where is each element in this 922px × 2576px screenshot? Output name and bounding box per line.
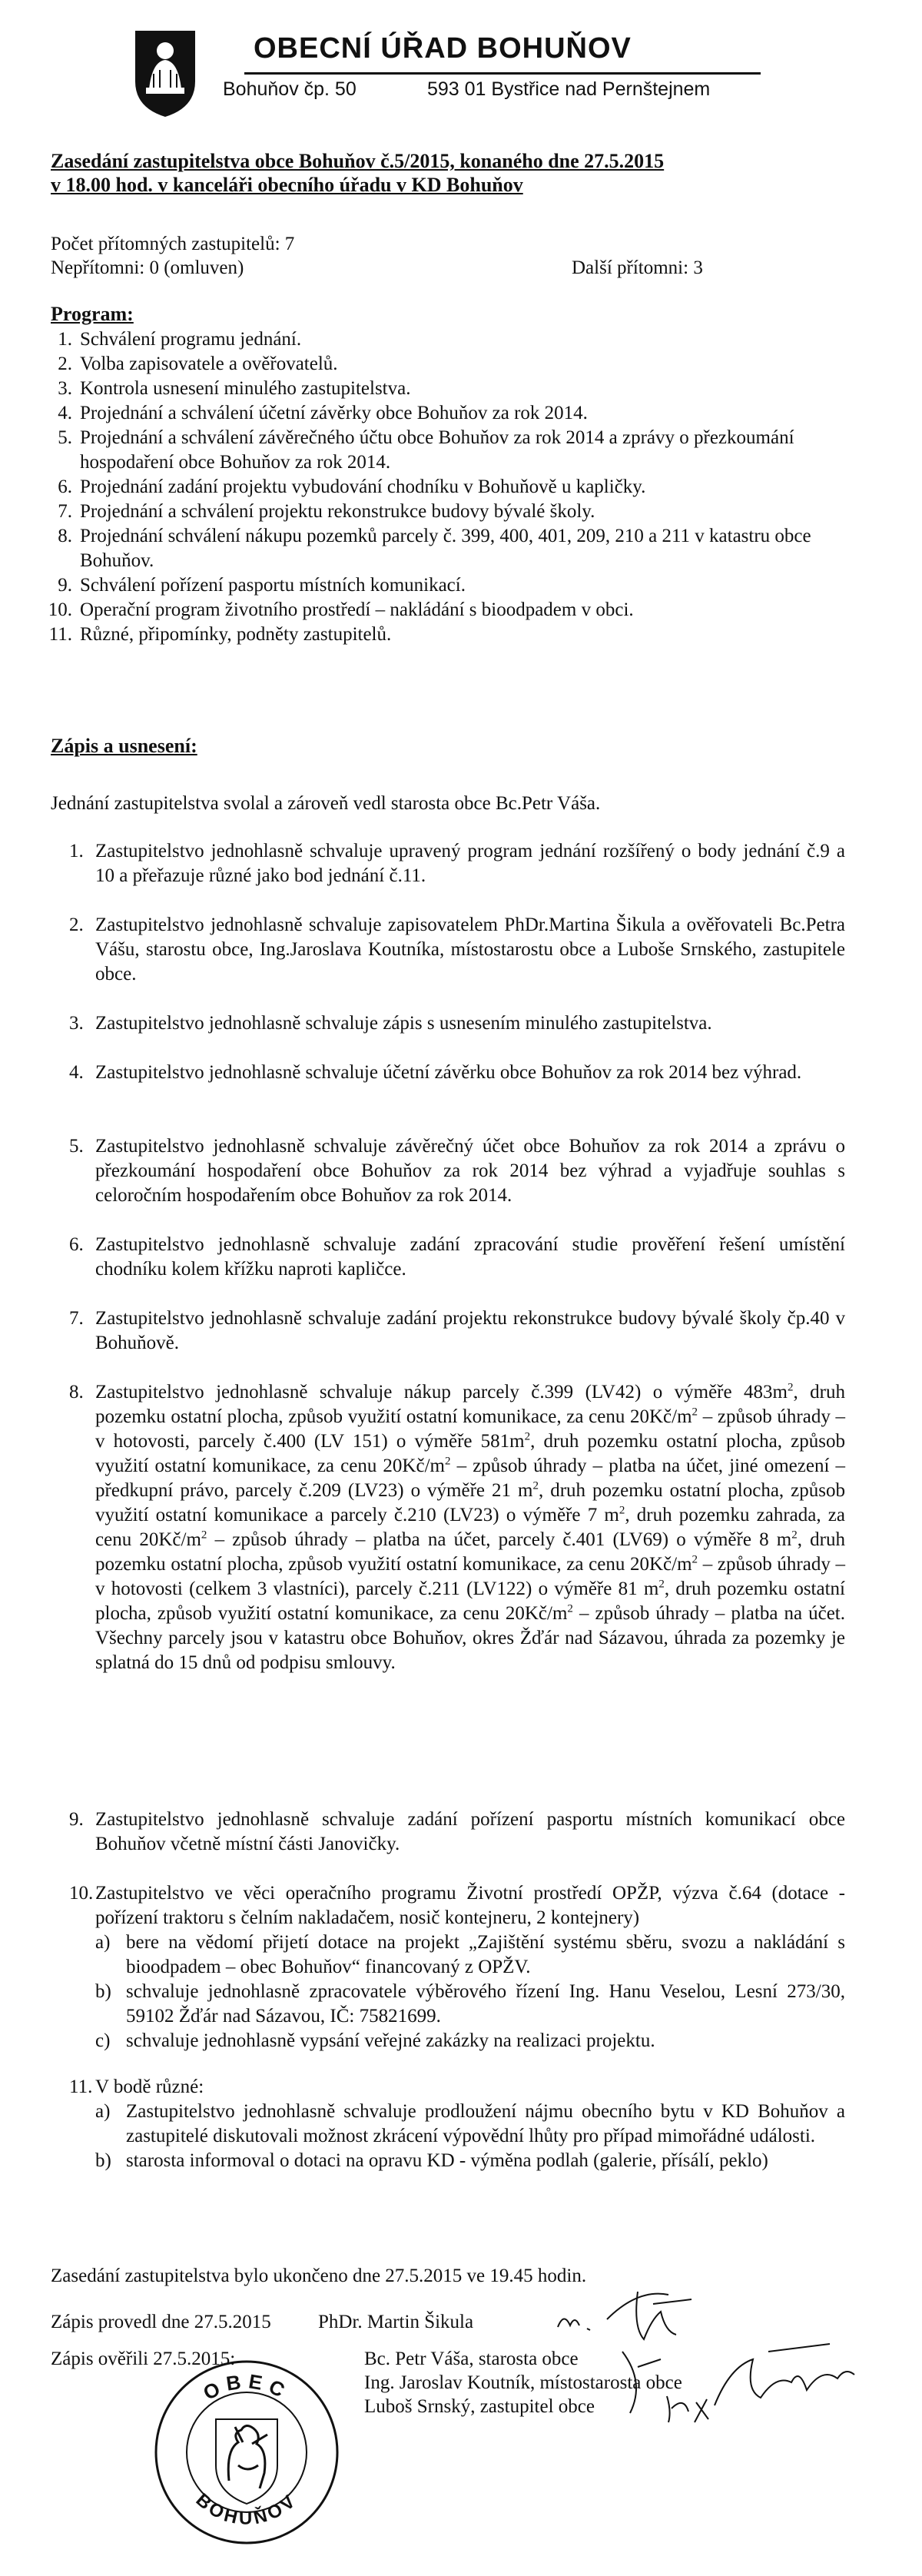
resolution-item: 1. Zastupitelstvo jednohlasně schvaluje upravený program jednání rozšířený o body jednání č.9 a 10 a přeřazuje různé jako bod jednání č.11. <box>69 841 845 886</box>
meeting-end-text: Zasedání zastupitelstva bylo ukončeno dne 27.5.2015 ve 19.45 hodin. <box>51 2266 587 2286</box>
svg-text:BOHUŇOV: BOHUŇOV <box>191 2489 302 2529</box>
signature-verifiers <box>615 2336 861 2421</box>
program-list <box>38 327 853 647</box>
program-item: 1. Schválení programu jednání. <box>58 329 302 350</box>
resolution-item-opzp: 10. Zastupitelstvo ve věci operačního programu Životní prostředí OPŽP, výzva č.64 (dotace - pořízení traktoru s čelním nakladačem, nosič kontejneru, 2 kontejnery) a) bere na vědomí přijetí dotace na projekt „Zajištění systému sběru, svozu a nakládání s bioodpadem – obec Bohuňov“ financovaný z OPŽV. b) schvaluje jednohlasně zpracovatele výběrového řízení Ing. Hanu Veselou, Lesní 273/30, 59102 Žďár nad Sázavou, IČ: 75821699. c) schvaluje jednohlasně vypsání veřejné zakázky na realizaci projektu. <box>69 1881 845 2053</box>
verifier-deputy: Ing. Jaroslav Koutník, místostarosta obce <box>364 2372 682 2393</box>
program-item: 10. Operační program životního prostředí – nakládání s bioodpadem v obci. <box>48 599 634 620</box>
office-name: OBECNÍ ÚŘAD BOHUŇOV <box>254 32 632 65</box>
sub-item: a) bere na vědomí přijetí dotace na projekt „Zajištění systému sběru, svozu a nakládání s bioodpadem – obec Bohuňov“ financovaný z OPŽV. <box>95 1932 845 1977</box>
verified-label: Zápis ověřili 27.5.2015: <box>51 2349 236 2369</box>
program-item: 7. Projednání a schválení projektu rekonstrukce budovy bývalé školy. <box>58 501 595 522</box>
address-left: Bohuňov čp. 50 <box>223 78 357 100</box>
program-item: 9. Schválení pořízení pasportu místních komunikací. <box>58 575 466 596</box>
meeting-title: Zasedání zastupitelstva obce Bohuňov č.5/2015, konaného dne 27.5.2015 <box>51 150 665 172</box>
program-item: 6. Projednání zadání projektu vybudování chodníku v Bohuňově u kapličky. <box>58 476 646 497</box>
resolution-item: 9. Zastupitelstvo jednohlasně schvaluje zadání pořízení pasportu místních komunikací obce Bohuňov včetně místní části Janovičky. <box>69 1809 845 1854</box>
sub-item: b) starosta informoval o dotaci na opravu KD - výměna podlah (galerie, přísálí, peklo) <box>95 2150 768 2171</box>
program-item: 11. Různé, připomínky, podněty zastupitelů. <box>48 624 392 645</box>
sub-item: b) schvaluje jednohlasně zpracovatele výběrového řízení Ing. Hanu Veselou, Lesní 273/30, 59102 Žďár nad Sázavou, IČ: 75821699. <box>95 1981 845 2027</box>
signature-council-member <box>661 2388 730 2427</box>
program-item: 2. Volba zapisovatele a ověřovatelů. <box>58 354 338 374</box>
sub-item: c) schvaluje jednohlasně vypsání veřejné zakázky na realizaci projektu. <box>95 2030 655 2051</box>
recorded-label: Zápis provedl dne 27.5.2015 <box>51 2312 271 2332</box>
resolution-item: 5. Zastupitelstvo jednohlasně schvaluje závěrečný účet obce Bohuňov za rok 2014 a zprávu o přezkoumání hospodaření obce Bohuňov za rok 2014 bez výhrad a vyjadřuje souhlas s celoročním hospodařením obce Bohuňov za rok 2014. <box>69 1136 845 1206</box>
resolution-item-land-purchase: 8. Zastupitelstvo jednohlasně schvaluje nákup parcely č.399 (LV42) o výměře $483m^2$, druh pozemku ostatní plocha, způsob využití ostatní komunikace, za cenu $20Kč/m^2$ – způsob úhrady – v hotovosti, parcely č.400 (LV 151) o výměře $581m^2$, druh pozemku ostatní plocha, způsob využití ostatní komunikace, za cenu $20Kč/m^2$ – způsob úhrady – platba na účet, jiné omezení – předkupní právo, parcely č.209 (LV23) o výměře 21 $m^2$, druh pozemku ostatní plocha, způsob využití ostatní komunikace a parcely č.210 (LV23) o výměře 7 $m^2$, druh pozemku zahrada, za cenu $20Kč/m^2$ – způsob úhrady – platba na účet, parcely č.401 (LV69) o výměře 8 $m^2$, druh pozemku ostatní plocha, způsob využití ostatní komunikace, za cenu $20Kč/m^2$ – způsob úhrady – v hotovosti (celkem 3 vlastníci), parcely č.211 (LV122) o výměře 81 $m^2$, druh pozemku ostatní plocha, způsob využití ostatní komunikace, za cenu $20Kč/m^2$ – způsob úhrady – platba na účet. Všechny parcely jsou v katastru obce Bohuňov, okres Žďár nad Sázavou, úhrada za pozemky je splatná do 15 dnů od podpisu smlouvy. <box>69 1381 846 1673</box>
program-item: 3. Kontrola usnesení minulého zastupitelstva. <box>58 378 411 399</box>
sub-item: a) Zastupitelstvo jednohlasně schvaluje prodloužení nájmu obecního bytu v KD Bohuňov a zastupitelé diskutovali možnost zkrácení výpovědní lhůty pro případ mimořádné události. <box>95 2101 845 2146</box>
svg-text:OBEC: OBEC <box>199 2369 294 2405</box>
program-item: 4. Projednání a schválení účetní závěrky obce Bohuňov za rok 2014. <box>58 403 588 423</box>
resolution-item: 7. Zastupitelstvo jednohlasně schvaluje zadání projektu rekonstrukce budovy bývalé školy čp.40 v Bohuňově. <box>69 1308 845 1353</box>
verifier-council: Luboš Srnský, zastupitel obce <box>364 2396 595 2417</box>
present-count: Počet přítomných zastupitelů: 7 <box>51 234 295 254</box>
resolution-item: 3. Zastupitelstvo jednohlasně schvaluje zápis s usnesením minulého zastupitelstva. <box>69 1013 712 1034</box>
resolution-item-misc: 11. V bodě různé: a) Zastupitelstvo jednohlasně schvaluje prodloužení nájmu obecního bytu v KD Bohuňov a zastupitelé diskutovali možnost zkrácení výpovědní lhůty pro případ mimořádné události. b) starosta informoval o dotaci na opravu KD - výměna podlah (galerie, přísálí, peklo) <box>69 2075 845 2173</box>
resolutions-intro: Jednání zastupitelstva svolal a zároveň vedl starosta obce Bc.Petr Váša. <box>51 793 601 814</box>
address-right: 593 01 Bystřice nad Pernštejnem <box>427 78 711 100</box>
program-heading: Program: <box>51 303 134 325</box>
resolution-item: 6. Zastupitelstvo jednohlasně schvaluje zadání zpracování studie prověření řešení umístění chodníku kolem křížku naproti kapličce. <box>69 1234 845 1280</box>
program-item: 5. Projednání a schválení závěrečného účtu obce Bohuňov za rok 2014 a zprávy o přezkoumání hospodaření obce Bohuňov za rok 2014. <box>58 427 794 473</box>
verifier-mayor: Bc. Petr Váša, starosta obce <box>364 2349 579 2369</box>
header-rule <box>244 72 761 75</box>
absent-count: Nepřítomni: 0 (omluven) <box>51 257 244 278</box>
resolution-item: 4. Zastupitelstvo jednohlasně schvaluje účetní závěrku obce Bohuňov za rok 2014 bez výhrad. <box>69 1062 802 1083</box>
others-present: Další přítomni: 3 <box>572 257 703 278</box>
recorder-name: PhDr. Martin Šikula <box>318 2312 474 2332</box>
program-item: 8. Projednání schválení nákupu pozemků parcely č. 399, 400, 401, 209, 210 a 211 v katastru obce Bohuňov. <box>58 526 811 571</box>
resolution-item: 2. Zastupitelstvo jednohlasně schvaluje zapisovatelem PhDr.Martina Šikula a ověřovateli Bc.Petra Vášu, starostu obce, Ing.Jaroslava Koutníka, místostarostu obce a Luboše Srnského, zastupitele obce. <box>69 915 845 984</box>
municipal-crest-logo <box>131 28 200 118</box>
resolutions-heading: Zápis a usnesení: <box>51 735 197 757</box>
municipal-stamp <box>152 2358 341 2547</box>
meeting-time-place: v 18.00 hod. v kanceláři obecního úřadu v KD Bohuňov <box>51 174 523 196</box>
